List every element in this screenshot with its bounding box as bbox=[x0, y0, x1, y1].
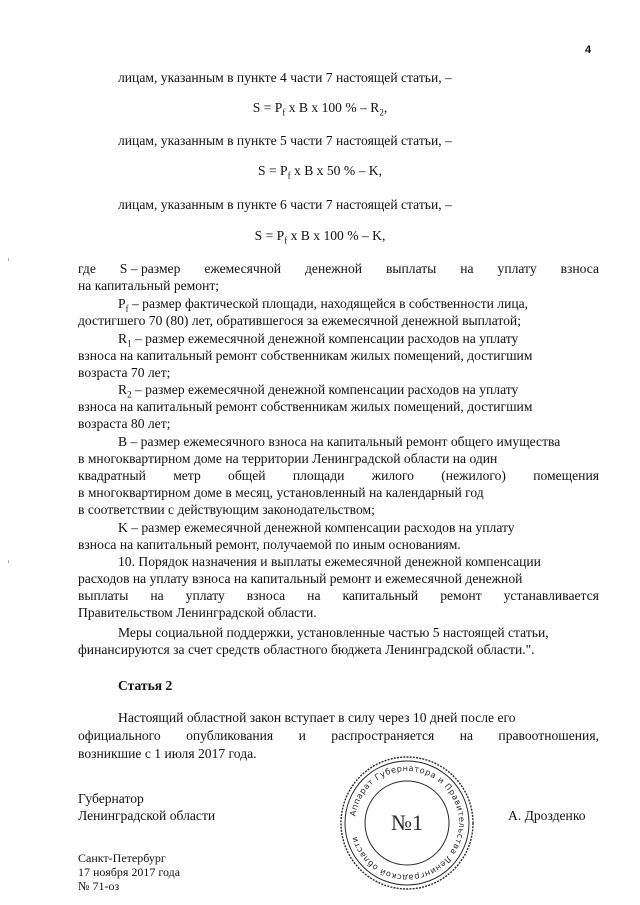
article2-line3: возникшие с 1 июля 2017 года. bbox=[78, 746, 257, 761]
signature-title-line1: Губернатор bbox=[78, 791, 144, 806]
intro-point-5: лицам, указанным в пункте 5 части 7 настоящей статьи, – bbox=[118, 133, 452, 148]
definition-k-line2: взноса на капитальный ремонт, получаемой по иным основаниям. bbox=[78, 537, 461, 552]
seal-number: №1 bbox=[391, 810, 423, 835]
signature-name: А. Дрозденко bbox=[508, 808, 586, 823]
definition-r1-line3: возраста 70 лет; bbox=[78, 365, 171, 380]
definition-b-line5: в соответствии с действующим законодательством; bbox=[78, 502, 375, 517]
scan-mark bbox=[8, 258, 9, 261]
footer-city: Санкт-Петербург bbox=[78, 851, 166, 865]
official-seal bbox=[338, 754, 476, 892]
article2-line1: Настоящий областной закон вступает в силу через 10 дней после его bbox=[118, 710, 516, 725]
signature-title-line2: Ленинградской области bbox=[78, 808, 216, 823]
definition-b-line1: В – размер ежемесячного взноса на капитальный ремонт общего имущества bbox=[118, 434, 561, 449]
definition-r2-line2: взноса на капитальный ремонт собственникам жилых помещений, достигшим bbox=[78, 399, 533, 414]
definition-r2-line1: $R_2$ – размер ежемесячной денежной компенсации расходов на уплату bbox=[118, 382, 519, 400]
formula-3: $S = P_f$ x B x 100 % – K, bbox=[254, 228, 386, 246]
footer-number: № 71-оз bbox=[78, 879, 120, 893]
definition-b-line2: в многоквартирном доме на территории Ленинградской области на один bbox=[78, 451, 498, 466]
definition-r2-line3: возраста 80 лет; bbox=[78, 416, 171, 431]
definition-pf-line2: достигшего 70 (80) лет, обратившегося за ежемесячной денежной выплатой; bbox=[78, 313, 521, 328]
article2-line2: официального опубликования и распространяется на правоотношения, bbox=[78, 728, 599, 743]
item10-line5: Меры социальной поддержки, установленные частью 5 настоящей статьи, bbox=[118, 625, 549, 640]
item10-line3: выплаты на уплату взноса на капитальный ремонт устанавливается bbox=[78, 588, 599, 603]
definition-r1-line1: $R_1$ – размер ежемесячной денежной компенсации расходов на уплату bbox=[118, 331, 519, 349]
definition-pf-line1: $P_f$ – размер фактической площади, находящейся в собственности лица, bbox=[118, 296, 529, 314]
definition-r1-line2: взноса на капитальный ремонт собственникам жилых помещений, достигшим bbox=[78, 348, 533, 363]
footer-date: 17 ноября 2017 года bbox=[78, 865, 181, 879]
item10-line2: расходов на уплату взноса на капитальный ремонт и ежемесячной денежной bbox=[78, 571, 523, 586]
article2-heading: Статья 2 bbox=[118, 678, 173, 693]
item10-line1: 10. Порядок назначения и выплаты ежемесячной денежной компенсации bbox=[118, 554, 541, 569]
definition-k-line1: K – размер ежемесячной денежной компенсации расходов на уплату bbox=[118, 520, 515, 535]
definition-s-line2: на капитальный ремонт; bbox=[78, 278, 220, 293]
formula-1: $S = P_f$ x B x 100 % – $R_2$, bbox=[252, 100, 388, 118]
intro-point-6: лицам, указанным в пункте 6 части 7 настоящей статьи, – bbox=[118, 197, 452, 212]
item10-line4: Правительством Ленинградской области. bbox=[78, 605, 317, 620]
definition-b-line3: квадратный метр общей площади жилого (нежилого) помещения bbox=[78, 468, 599, 483]
page-number: 4 bbox=[585, 44, 592, 56]
item10-line6: финансируются за счет средств областного бюджета Ленинградской области.". bbox=[78, 642, 535, 657]
intro-point-4: лицам, указанным в пункте 4 части 7 настоящей статьи, – bbox=[118, 70, 452, 85]
seal-ring-text: Аппарат Губернатора и Правительства Ленинградской области bbox=[347, 762, 468, 884]
formula-2: $S = P_f$ x B x 50 % – K, bbox=[258, 163, 382, 181]
definition-b-line4: в многоквартирном доме в месяц, установленный на календарный год bbox=[78, 485, 484, 500]
definition-s-line1: где S – размер ежемесячной денежной выплаты на уплату взноса bbox=[78, 261, 599, 276]
seal-graphic bbox=[338, 754, 476, 892]
scan-mark bbox=[8, 560, 9, 563]
